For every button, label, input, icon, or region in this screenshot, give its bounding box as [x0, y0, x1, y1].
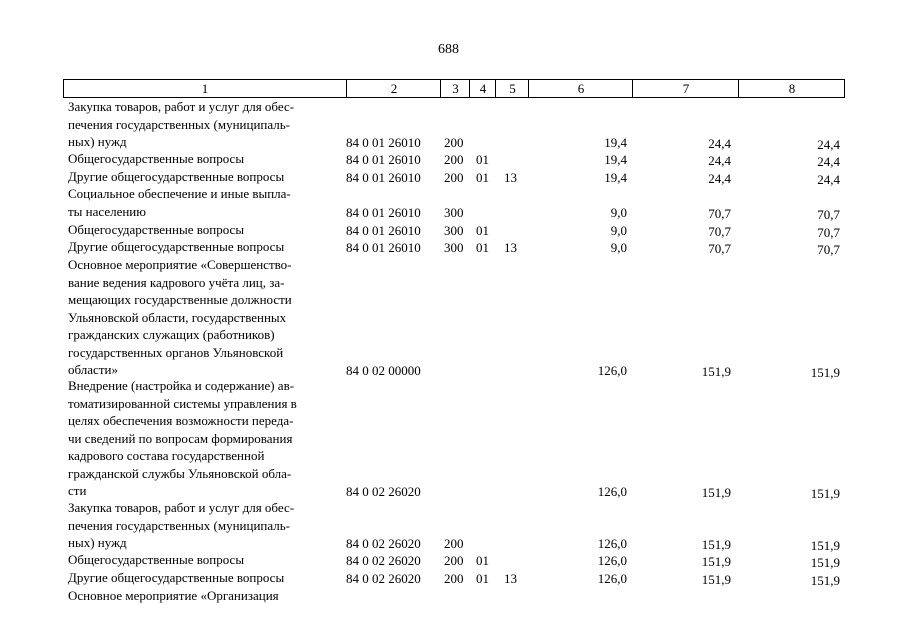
row-expense-type: 200	[444, 553, 464, 568]
row-name	[68, 185, 336, 220]
row-section: 01	[476, 170, 489, 185]
row-name-line: Общегосударственные вопросы	[68, 552, 245, 567]
row-name-line: Внедрение (настройка и содержание) ав-	[68, 378, 295, 393]
row-name-line: сти	[68, 483, 87, 498]
header-col-5: 5	[495, 80, 529, 97]
row-expense-type: 200	[444, 170, 464, 185]
row-value-col8: 24,4	[817, 154, 840, 169]
row-name	[68, 587, 336, 605]
row-section: 01	[476, 152, 489, 167]
row-value-col7: 151,9	[701, 485, 731, 500]
row-subsection: 13	[504, 571, 517, 586]
row-code: 84 0 01 26010	[346, 240, 421, 255]
row-value-col7: 70,7	[708, 241, 731, 256]
row-value-col6: 19,4	[604, 152, 627, 167]
row-section: 01	[476, 571, 489, 586]
row-name	[68, 551, 336, 569]
row-code: 84 0 01 26010	[346, 204, 421, 220]
header-col-7: 7	[632, 80, 739, 97]
row-value-col6: 9,0	[610, 223, 627, 238]
row-name-line: Социальное обеспечение и иные выпла-	[68, 186, 291, 201]
row-code: 84 0 01 26010	[346, 223, 421, 238]
row-value-col8: 151,9	[810, 365, 840, 380]
row-value-col8: 151,9	[810, 538, 840, 553]
row-subsection: 13	[504, 170, 517, 185]
row-code: 84 0 01 26010	[346, 152, 421, 167]
row-value-col6: 19,4	[604, 170, 627, 185]
row-name-line: Основное мероприятие «Организация	[68, 588, 279, 603]
row-value-col6: 126,0	[597, 536, 627, 551]
row-value-col7: 70,7	[708, 205, 731, 221]
header-col-3: 3	[440, 80, 470, 97]
row-name-line: гражданских служащих (работников)	[68, 327, 275, 342]
row-code: 84 0 02 26020	[346, 553, 421, 568]
row-section: 01	[476, 553, 489, 568]
row-value-col7: 151,9	[701, 554, 731, 569]
row-expense-type: 300	[444, 223, 464, 238]
row-name-line: чи сведений по вопросам формирования	[68, 430, 293, 446]
header-col-6: 6	[528, 80, 633, 97]
row-name-line: Общегосударственные вопросы	[68, 222, 245, 237]
row-value-col7: 151,9	[701, 572, 731, 587]
row-name-line: Ульяновской области, государственных	[68, 309, 287, 325]
row-name-line: гражданской службы Ульяновской обла-	[68, 465, 292, 481]
row-name-line: государственных органов Ульяновской	[68, 344, 284, 360]
row-name-line: вание ведения кадрового учёта лиц, за-	[68, 274, 285, 290]
row-name	[68, 98, 336, 151]
row-expense-type: 200	[444, 152, 464, 167]
row-name-line: области»	[68, 362, 118, 377]
row-expense-type: 200	[444, 135, 464, 150]
row-value-col6: 126,0	[597, 484, 627, 499]
row-value-col7: 151,9	[701, 537, 731, 552]
row-name-line: ных) нужд	[68, 134, 127, 149]
row-name-line: печения государственных (муниципаль-	[68, 116, 291, 132]
row-name-line: целях обеспечения возможности переда-	[68, 413, 294, 428]
row-code: 84 0 01 26010	[346, 135, 421, 150]
header-col-2: 2	[346, 80, 441, 97]
row-value-col6: 126,0	[597, 571, 627, 586]
row-code: 84 0 02 00000	[346, 363, 421, 378]
row-value-col7: 24,4	[708, 136, 731, 151]
row-name-line: ты населению	[68, 203, 146, 219]
row-section: 01	[476, 223, 489, 238]
row-name	[68, 256, 336, 379]
row-name-line: мещающих государственные должности	[68, 292, 292, 307]
row-name-line: Закупка товаров, работ и услуг для обес-	[68, 99, 295, 114]
row-name-line: томатизированной системы управления в	[68, 395, 297, 411]
row-expense-type: 200	[444, 571, 464, 586]
row-code: 84 0 02 26020	[346, 484, 421, 499]
row-expense-type: 200	[444, 536, 464, 551]
row-name-line: Закупка товаров, работ и услуг для обес-	[68, 500, 295, 515]
row-name	[68, 377, 336, 500]
row-name-line: кадрового состава государственной	[68, 448, 265, 463]
row-value-col8: 151,9	[810, 555, 840, 570]
row-value-col7: 24,4	[708, 171, 731, 186]
row-name	[68, 499, 336, 552]
page-number: 688	[438, 42, 459, 57]
row-value-col7: 70,7	[708, 224, 731, 239]
row-value-col8: 70,7	[817, 206, 840, 222]
row-name-line: Общегосударственные вопросы	[68, 151, 245, 166]
row-name	[68, 150, 336, 168]
row-name	[68, 168, 336, 186]
row-code: 84 0 02 26020	[346, 536, 421, 551]
row-subsection: 13	[504, 240, 517, 255]
row-value-col8: 70,7	[817, 242, 840, 257]
row-name-line: Основное мероприятие «Совершенство-	[68, 257, 292, 272]
row-section: 01	[476, 240, 489, 255]
row-expense-type: 300	[444, 204, 464, 220]
header-col-1: 1	[201, 81, 209, 96]
row-value-col8: 151,9	[810, 573, 840, 588]
row-value-col6: 9,0	[610, 240, 627, 255]
row-value-col6: 126,0	[597, 363, 627, 378]
row-value-col8: 151,9	[810, 486, 840, 501]
table-header	[63, 79, 845, 98]
row-value-col6: 126,0	[597, 553, 627, 568]
row-name-line: Другие общегосударственные вопросы	[68, 169, 285, 184]
row-name-line: ных) нужд	[68, 535, 127, 550]
row-value-col7: 24,4	[708, 153, 731, 168]
row-code: 84 0 01 26010	[346, 170, 421, 185]
row-value-col8: 24,4	[817, 172, 840, 187]
row-value-col6: 9,0	[610, 204, 627, 220]
row-name	[68, 238, 336, 256]
row-name-line: Другие общегосударственные вопросы	[68, 570, 285, 585]
row-name-line: печения государственных (муниципаль-	[68, 517, 291, 533]
row-value-col8: 24,4	[817, 137, 840, 152]
row-expense-type: 300	[444, 240, 464, 255]
header-col-8: 8	[738, 80, 845, 97]
row-code: 84 0 02 26020	[346, 571, 421, 586]
row-value-col8: 70,7	[817, 225, 840, 240]
row-name	[68, 569, 336, 587]
row-value-col6: 19,4	[604, 135, 627, 150]
row-name-line: Другие общегосударственные вопросы	[68, 239, 285, 254]
header-col-4: 4	[469, 80, 496, 97]
row-value-col7: 151,9	[701, 364, 731, 379]
row-name	[68, 221, 336, 239]
